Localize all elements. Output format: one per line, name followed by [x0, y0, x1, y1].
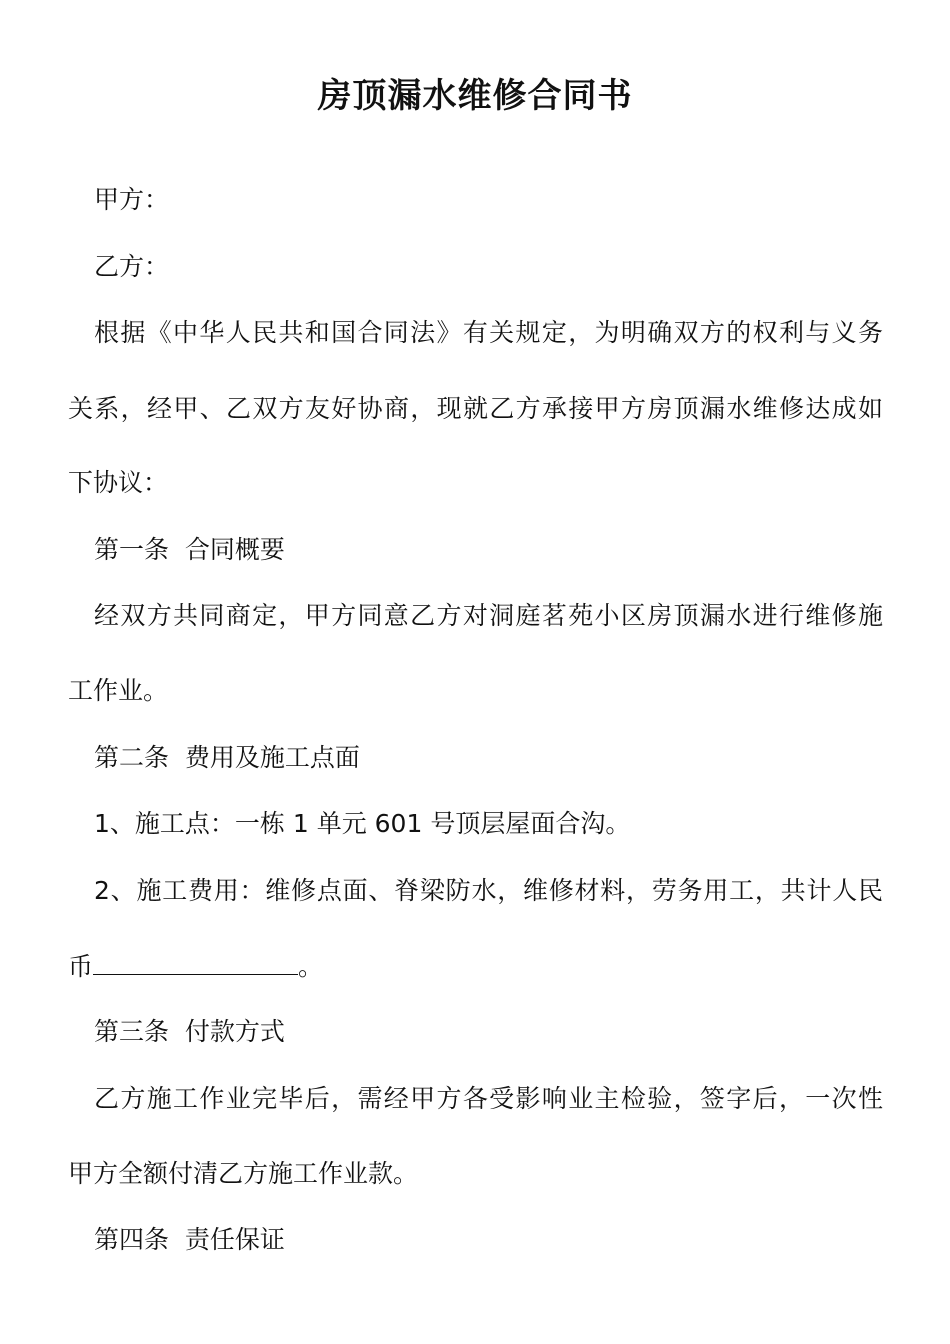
article-3-line-1: 乙方施工作业完毕后，需经甲方各受影响业主检验，签字后，一次性	[94, 1084, 883, 1113]
document-title: 房顶漏水维修合同书	[317, 76, 633, 116]
article-2-item-1: 1、施工点：一栋 1 单元 601 号顶层屋面合沟。	[94, 809, 631, 838]
article-1-line-1: 经双方共同商定，甲方同意乙方对洞庭茗苑小区房顶漏水进行维修施	[94, 601, 883, 630]
article-3-heading: 第三条 付款方式	[94, 1017, 285, 1046]
party-a-label: 甲方：	[94, 185, 170, 214]
amount-blank-field[interactable]	[93, 948, 298, 975]
article-2-item-2-line-2	[68, 948, 883, 985]
preamble-line-3: 下协议：	[68, 468, 169, 497]
party-b-label: 乙方：	[94, 252, 170, 281]
article-2-item-2-line-1: 2、施工费用：维修点面、脊梁防水，维修材料，劳务用工，共计人民	[94, 876, 883, 905]
preamble-line-1: 根据《中华人民共和国合同法》有关规定，为明确双方的权利与义务	[94, 318, 883, 347]
article-1-line-2: 工作业。	[68, 676, 169, 705]
article-1-heading: 第一条 合同概要	[94, 535, 285, 564]
preamble-line-2: 关系，经甲、乙双方友好协商，现就乙方承接甲方房顶漏水维修达成如	[68, 394, 883, 423]
article-3-line-2: 甲方全额付清乙方施工作业款。	[68, 1159, 419, 1188]
sentence-end: 。	[298, 952, 324, 981]
currency-prefix: 币	[68, 952, 94, 981]
article-2-heading: 第二条 费用及施工点面	[94, 743, 360, 772]
article-4-heading: 第四条 责任保证	[94, 1225, 285, 1254]
